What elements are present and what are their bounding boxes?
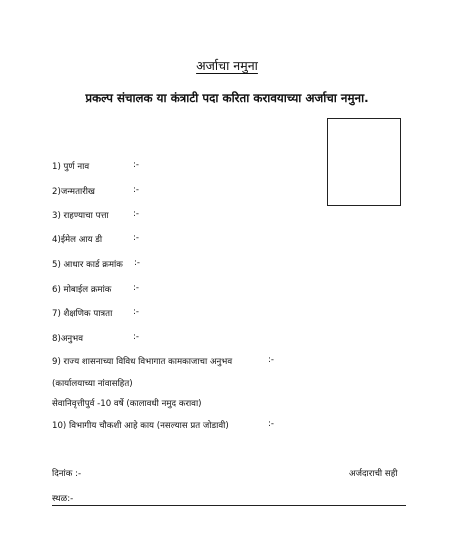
photo-box <box>327 118 401 206</box>
field-colon: :- <box>133 233 139 243</box>
field-colon: :- <box>133 283 139 293</box>
field-colon: :- <box>268 419 274 429</box>
form-title-text: अर्जाचा नमुना <box>196 58 258 73</box>
field-label: 10) विभागीय चौकशी आहे काय (नसल्यास प्रत जोडावी) <box>52 421 229 431</box>
field-label: 3) राहण्याचा पत्ता <box>52 211 109 221</box>
field-colon: :- <box>133 160 139 170</box>
form-title <box>0 57 454 74</box>
field-colon: :- <box>133 332 139 342</box>
field-colon: :- <box>133 209 139 219</box>
field-colon: :- <box>133 185 139 195</box>
note-pre-retirement: सेवानिवृत्तीपुर्व -10 वर्षे (कालावधी नमुद करावा) <box>52 399 202 409</box>
place-label: स्थळ:- <box>52 494 74 504</box>
field-label: 6) मोबाईल क्रमांक <box>52 285 112 295</box>
field-label: 7) शैक्षणिक पात्रता <box>52 309 113 319</box>
field-label: 1) पुर्ण नाव <box>52 162 90 172</box>
field-colon: :- <box>268 355 274 365</box>
field-label: 4)ईमेल आय डी <box>52 235 103 245</box>
field-label: 2)जन्मतारीख <box>52 187 95 197</box>
form-subtitle: प्रकल्प संचालक या कंत्राटी पदा करिता करावयाच्या अर्जाचा नमुना. <box>85 91 369 105</box>
field-label: 5) आधार कार्ड क्रमांक <box>52 260 123 270</box>
date-label: दिनांक :- <box>52 469 82 479</box>
signature-label: अर्जदाराची सही <box>349 469 398 479</box>
note-office-names: (कार्यालयाच्या नांवासहित) <box>52 379 133 389</box>
field-colon: :- <box>133 307 139 317</box>
bottom-rule <box>52 505 406 506</box>
field-label: 9) राज्य शासनाच्या विविध विभागात कामकाजाचा अनुभव <box>52 357 233 367</box>
field-colon: :- <box>134 258 140 268</box>
field-label: 8)अनुभव <box>52 334 83 344</box>
